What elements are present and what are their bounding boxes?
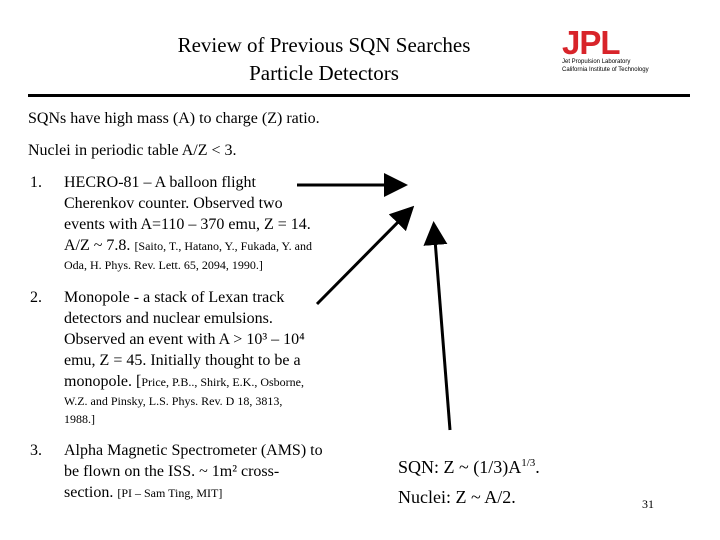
- page-number: 31: [642, 497, 654, 511]
- sqn-formula-text: SQN: Z ~ (1/3)A: [398, 457, 522, 477]
- item-1-line3: events with A=110 – 370 emu, Z = 14.: [64, 216, 311, 233]
- item-1-line2: Cherenkov counter. Observed two: [64, 195, 283, 212]
- intro-line1: SQNs have high mass (A) to charge (Z) ratio.: [28, 110, 320, 127]
- arrow-item2-diagonal: [317, 210, 410, 304]
- item-2-ref2: W.Z. and Pinsky, L.S. Phys. Rev. D 18, 3813,: [64, 394, 283, 408]
- slide-title-line2: Particle Detectors: [249, 61, 399, 85]
- item-2-number: 2.: [30, 289, 42, 306]
- slide-title-line1: Review of Previous SQN Searches: [177, 33, 471, 57]
- item-2-ref1: Price, P.B.., Shirk, E.K., Osborne,: [141, 375, 304, 389]
- sqn-formula-end: .: [535, 457, 540, 477]
- intro-line2: Nuclei in periodic table A/Z < 3.: [28, 142, 237, 159]
- arrow-sqn-up: [434, 227, 450, 430]
- item-3-line3-text: section.: [64, 484, 118, 501]
- sqn-formula-exponent: 1/3: [521, 457, 536, 469]
- item-3-line2: be flown on the ISS. ~ 1m² cross-: [64, 463, 280, 480]
- item-2-ref3: 1988.]: [64, 412, 95, 426]
- nuclei-formula: Nuclei: Z ~ A/2.: [398, 487, 516, 507]
- item-2-line2: detectors and nuclear emulsions.: [64, 310, 273, 327]
- jpl-logo-mark: JPL: [562, 24, 620, 61]
- item-1-line1: HECRO-81 – A balloon flight: [64, 174, 256, 191]
- item-2-line4: emu, Z = 45. Initially thought to be a: [64, 352, 301, 369]
- item-1-number: 1.: [30, 174, 42, 191]
- item-2-line3: Observed an event with A > 10³ – 10⁴: [64, 331, 305, 348]
- item-3-number: 3.: [30, 442, 42, 459]
- item-3-ref: [PI – Sam Ting, MIT]: [117, 486, 223, 500]
- item-3-line1: Alpha Magnetic Spectrometer (AMS) to: [64, 442, 323, 459]
- item-2-line5-text: monopole. [: [64, 373, 142, 390]
- item-2-line1: Monopole - a stack of Lexan track: [64, 289, 285, 306]
- item-1-ref1: [Saito, T., Hatano, Y., Fukada, Y. and: [134, 239, 312, 253]
- item-1-ratio: A/Z ~ 7.8.: [64, 237, 131, 254]
- item-1-ref2: Oda, H. Phys. Rev. Lett. 65, 2094, 1990.]: [64, 258, 263, 272]
- jpl-logo-sub1: Jet Propulsion Laboratory: [562, 59, 631, 65]
- jpl-logo-sub2: California Institute of Technology: [562, 67, 649, 73]
